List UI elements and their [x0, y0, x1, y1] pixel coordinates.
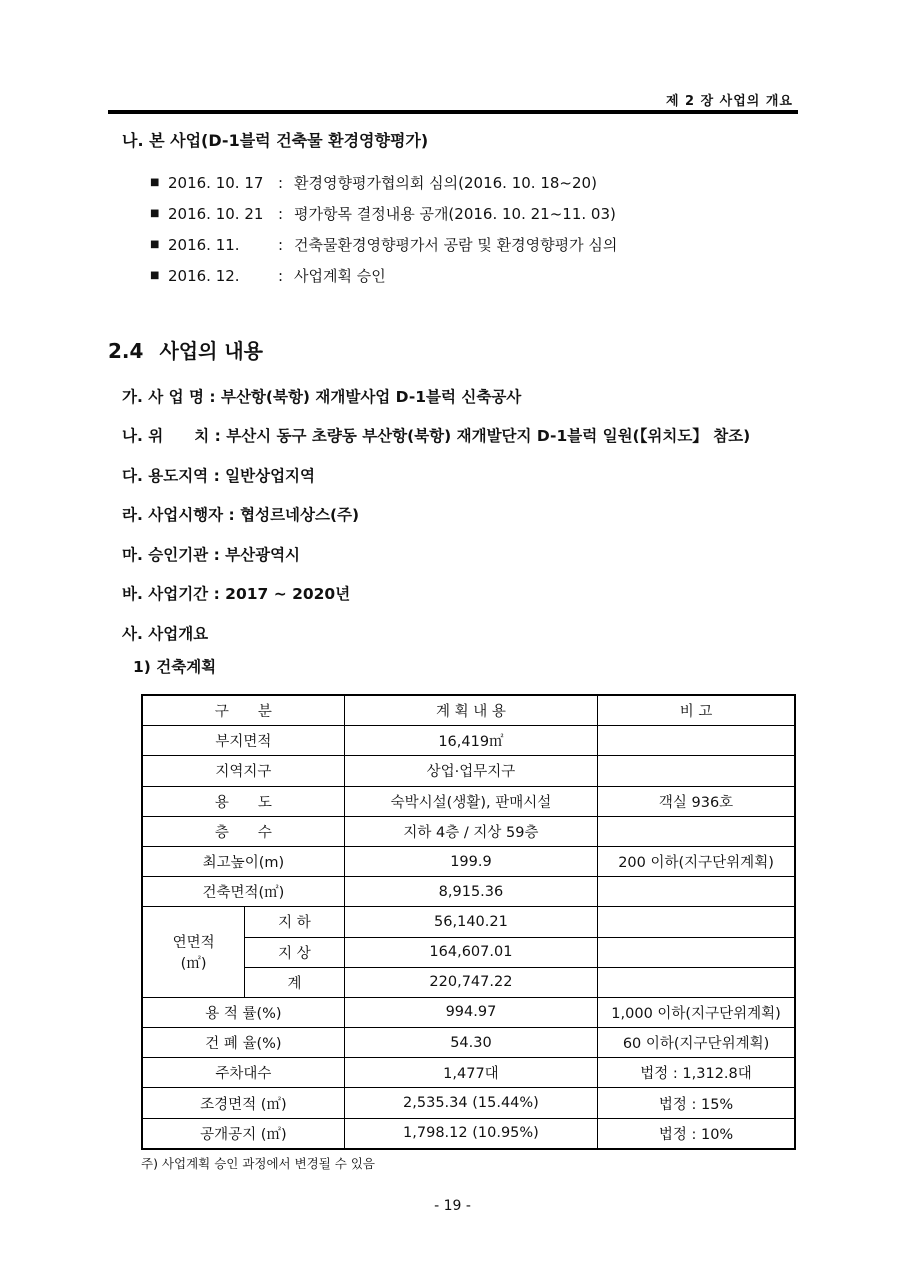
item-value: : 2017 ~ 2020년	[213, 585, 351, 604]
table-row	[142, 1058, 795, 1088]
table-row	[142, 1118, 795, 1149]
schedule-date: 2016. 10. 17	[168, 173, 264, 192]
project-item	[122, 416, 750, 456]
item-value: : 일반상업지역	[213, 466, 315, 485]
project-item	[122, 613, 750, 653]
section-number: 2.4	[108, 339, 144, 363]
project-items	[122, 376, 750, 653]
row-value: 199.9	[344, 846, 597, 876]
table-header-row	[142, 695, 795, 726]
table-row	[142, 907, 795, 937]
row-sublabel: 지 하	[245, 907, 345, 937]
row-value: 220,747.22	[344, 967, 597, 997]
row-sublabel: 지 상	[245, 937, 345, 967]
gross-floor-unit: (㎡)	[180, 956, 207, 973]
item-label: 가. 사 업 명	[122, 387, 204, 406]
schedule-desc: 사업계획 승인	[294, 267, 386, 285]
square-bullet-icon: ■	[150, 208, 160, 219]
gross-floor-title: 연면적	[172, 935, 215, 952]
item-label: 나. 위 치	[122, 427, 210, 446]
section-na-title: 나. 본 사업(D-1블럭 건축물 환경영향평가)	[122, 131, 429, 150]
row-label: 부지면적	[142, 726, 344, 756]
schedule-colon: :	[278, 235, 284, 254]
item-label: 마. 승인기관	[122, 545, 209, 564]
table-row	[142, 726, 795, 756]
row-label: 건축면적(㎡)	[142, 877, 344, 907]
header-category: 구 분	[142, 695, 344, 726]
row-value: 1,477대	[344, 1058, 597, 1088]
item-label: 바. 사업기간	[122, 585, 209, 604]
row-remark	[598, 937, 795, 967]
row-value: 994.97	[344, 997, 597, 1027]
row-remark: 법정 : 10%	[598, 1118, 795, 1149]
section-heading	[108, 335, 263, 364]
row-remark	[598, 756, 795, 786]
row-remark	[598, 816, 795, 846]
page-number: - 19 -	[434, 1198, 471, 1214]
header-content: 계 획 내 용	[344, 695, 597, 726]
row-value: 1,798.12 (10.95%)	[344, 1118, 597, 1149]
item-label: 사. 사업개요	[122, 624, 209, 643]
row-value: 8,915.36	[344, 877, 597, 907]
schedule-item	[150, 260, 617, 291]
row-value: 164,607.01	[344, 937, 597, 967]
schedule-desc: 평가항목 결정내용 공개(2016. 10. 21~11. 03)	[294, 205, 616, 223]
table-row	[142, 1028, 795, 1058]
row-label: 최고높이(m)	[142, 846, 344, 876]
header-remark: 비 고	[598, 695, 795, 726]
item-value: : 부산광역시	[213, 545, 301, 564]
table-row	[142, 816, 795, 846]
row-remark	[598, 907, 795, 937]
item-value: : 부산항(북항) 재개발사업 D-1블럭 신축공사	[209, 387, 522, 406]
schedule-list	[150, 167, 617, 291]
chapter-header: 제 2 장 사업의 개요	[665, 94, 793, 109]
table-row	[142, 877, 795, 907]
schedule-date: 2016. 11.	[168, 235, 240, 254]
table-footnote: 주) 사업계획 승인 과정에서 변경될 수 있음	[141, 1156, 375, 1171]
project-item	[122, 376, 750, 416]
row-remark: 법정 : 15%	[598, 1088, 795, 1118]
row-label: 용 적 률(%)	[142, 997, 344, 1027]
schedule-item	[150, 167, 617, 198]
schedule-colon: :	[278, 204, 284, 223]
row-label: 층 수	[142, 816, 344, 846]
row-value: 54.30	[344, 1028, 597, 1058]
square-bullet-icon: ■	[150, 270, 160, 281]
schedule-desc: 건축물환경영향평가서 공람 및 환경영향평가 심의	[294, 236, 618, 254]
schedule-item	[150, 198, 617, 229]
row-sublabel: 계	[245, 967, 345, 997]
table-row	[142, 786, 795, 816]
row-value: 16,419㎡	[344, 726, 597, 756]
row-remark	[598, 726, 795, 756]
schedule-date: 2016. 12.	[168, 266, 240, 285]
project-item	[122, 495, 750, 535]
row-label: 주차대수	[142, 1058, 344, 1088]
schedule-date: 2016. 10. 21	[168, 204, 264, 223]
square-bullet-icon: ■	[150, 239, 160, 250]
row-label: 조경면적 (㎡)	[142, 1088, 344, 1118]
schedule-colon: :	[278, 266, 284, 285]
square-bullet-icon: ■	[150, 177, 160, 188]
table-row	[142, 1088, 795, 1118]
schedule-item	[150, 229, 617, 260]
row-value: 56,140.21	[344, 907, 597, 937]
table-row	[142, 846, 795, 876]
item-label: 다. 용도지역	[122, 466, 209, 485]
table-row	[142, 997, 795, 1027]
row-remark: 60 이하(지구단위계획)	[598, 1028, 795, 1058]
row-value: 2,535.34 (15.44%)	[344, 1088, 597, 1118]
row-label: 건 폐 율(%)	[142, 1028, 344, 1058]
table-row	[142, 756, 795, 786]
row-remark: 1,000 이하(지구단위계획)	[598, 997, 795, 1027]
header-rule	[108, 110, 798, 114]
row-label: 공개공지 (㎡)	[142, 1118, 344, 1149]
project-item	[122, 455, 750, 495]
row-label: 지역지구	[142, 756, 344, 786]
row-value: 숙박시설(생활), 판매시설	[344, 786, 597, 816]
gross-floor-label	[142, 907, 245, 998]
item-value: : 부산시 동구 초량동 부산항(북항) 재개발단지 D-1블럭 일원(【위치도】 참조)	[214, 427, 751, 446]
item-label: 라. 사업시행자	[122, 506, 224, 525]
row-remark	[598, 877, 795, 907]
project-item	[122, 574, 750, 614]
schedule-desc: 환경영향평가협의회 심의(2016. 10. 18~20)	[294, 174, 597, 192]
section-title: 사업의 내용	[159, 339, 264, 363]
row-remark: 객실 936호	[598, 786, 795, 816]
schedule-colon: :	[278, 173, 284, 192]
item-value: : 협성르네상스(주)	[228, 506, 360, 525]
building-plan-table	[141, 694, 796, 1150]
row-label: 용 도	[142, 786, 344, 816]
row-value: 상업·업무지구	[344, 756, 597, 786]
project-item	[122, 534, 750, 574]
row-remark	[598, 967, 795, 997]
row-remark: 법정 : 1,312.8대	[598, 1058, 795, 1088]
row-remark: 200 이하(지구단위계획)	[598, 846, 795, 876]
row-value: 지하 4층 / 지상 59층	[344, 816, 597, 846]
subsection-title: 1) 건축계획	[133, 658, 217, 676]
